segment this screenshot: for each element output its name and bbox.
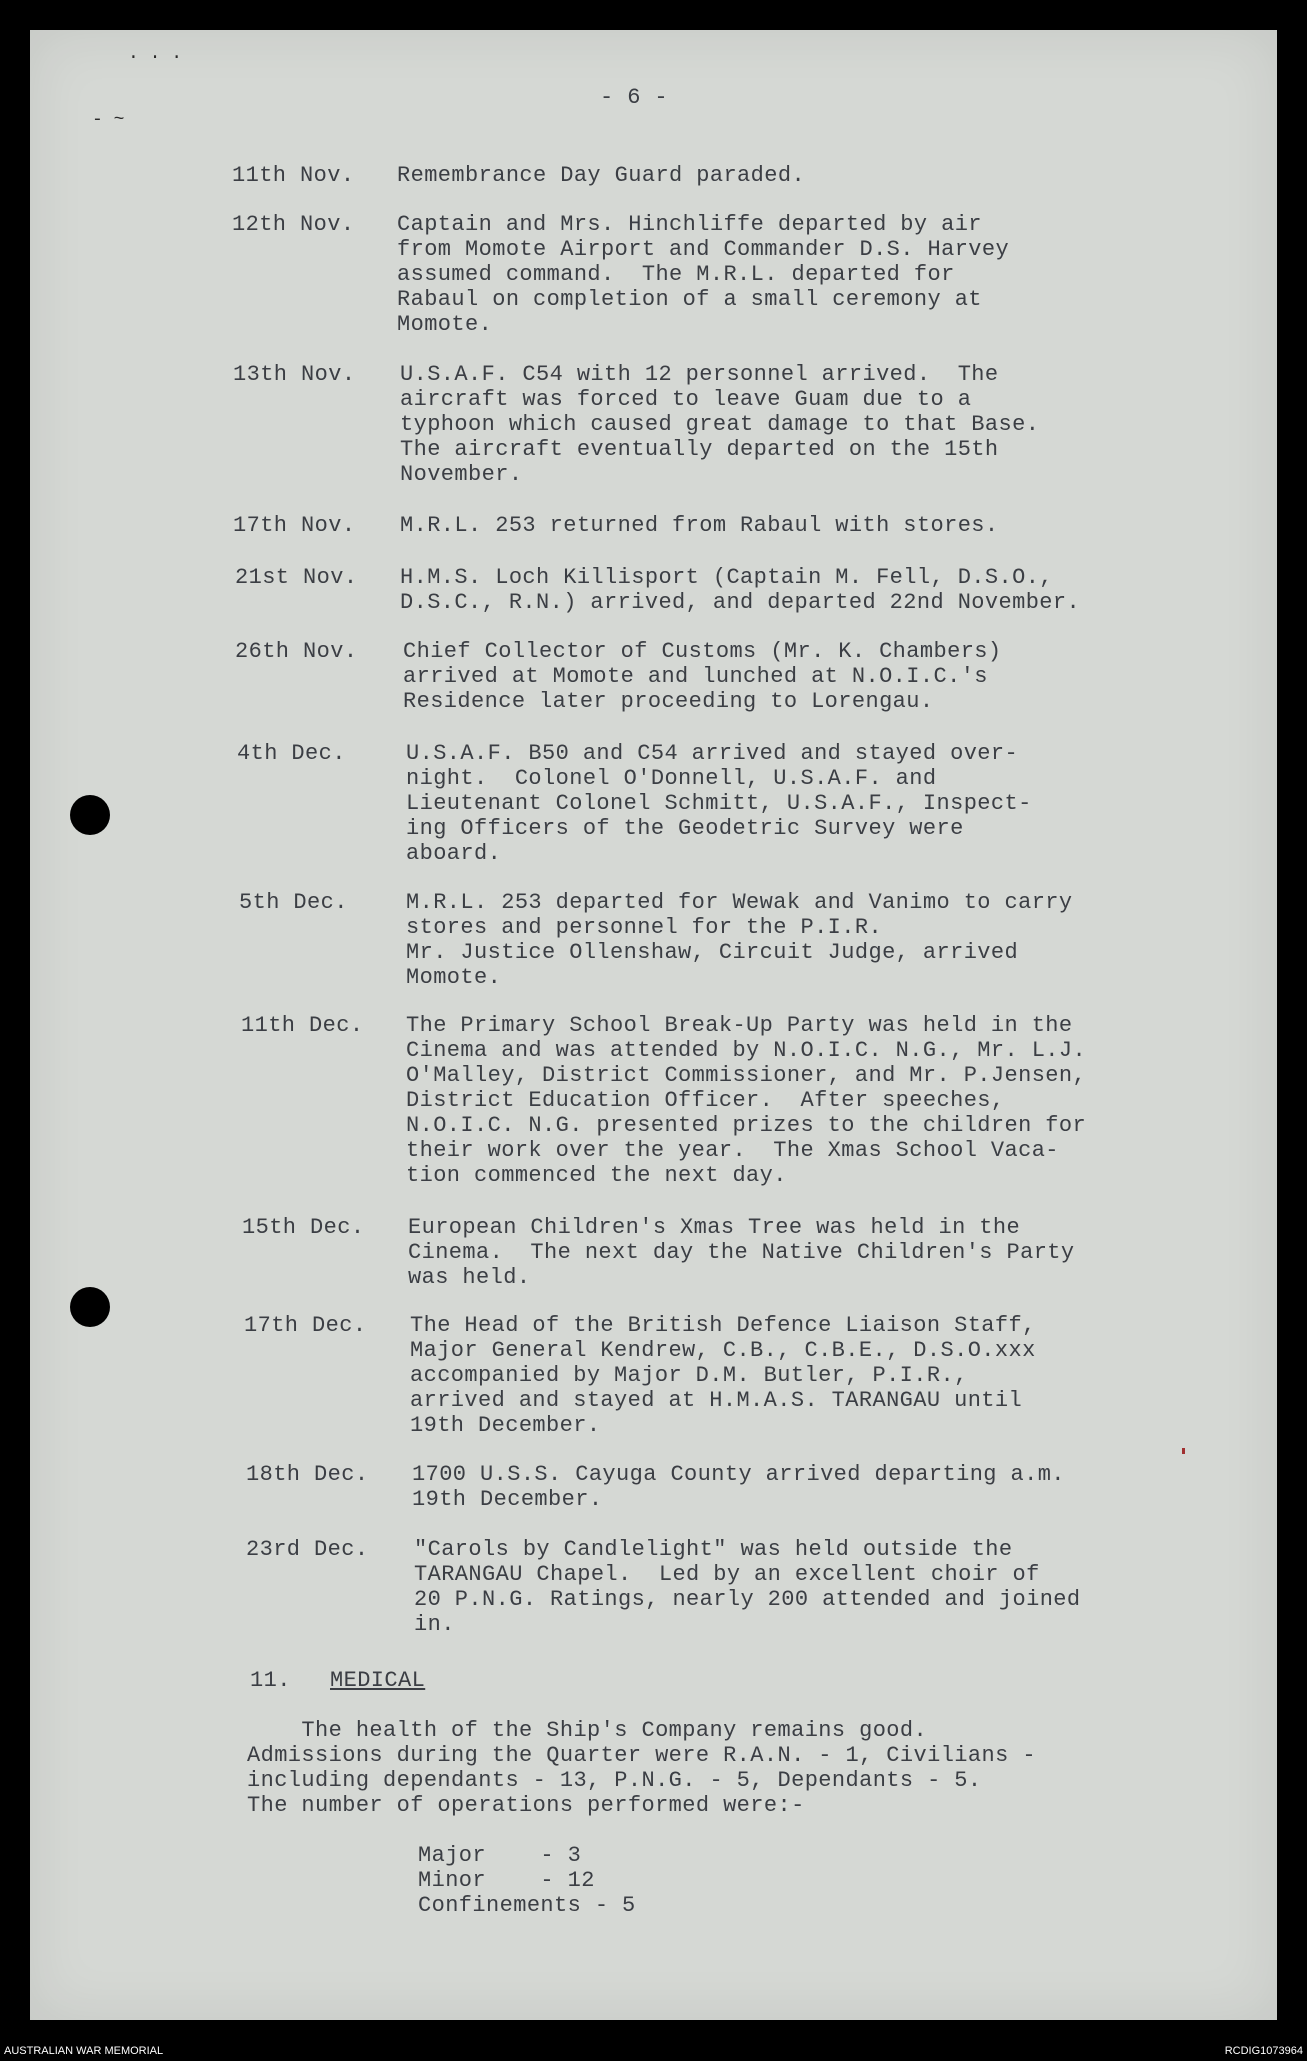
entry-line: U.S.A.F. B50 and C54 arrived and stayed over-: [406, 741, 1019, 766]
entry-line: from Momote Airport and Commander D.S. Harvey: [397, 237, 1010, 262]
entry-text: [397, 163, 805, 188]
entry-date: 15th Dec.: [242, 1215, 365, 1240]
entry-date: 23rd Dec.: [246, 1537, 369, 1562]
entry-text: [406, 741, 1032, 866]
entry-line: stores and personnel for the P.I.R.: [406, 915, 883, 940]
entry-text: [400, 362, 1039, 487]
entry-line: O'Malley, District Commissioner, and Mr. P.Jensen,: [406, 1063, 1087, 1088]
entry-text: [400, 565, 1080, 615]
punch-hole: [70, 1287, 110, 1327]
paper-blemish: - ~: [92, 110, 125, 130]
entry-date: 4th Dec.: [237, 741, 346, 766]
entry-line: 20 P.N.G. Ratings, nearly 200 attended and joined: [414, 1587, 1081, 1612]
entry-text: [408, 1215, 1075, 1290]
entry-line: D.S.C., R.N.) arrived, and departed 22nd November.: [400, 590, 1081, 615]
entry-line: was held.: [408, 1265, 531, 1290]
entry-line: 19th December.: [410, 1413, 601, 1438]
entry-date: 21st Nov.: [235, 565, 358, 590]
entry-line: Residence later proceeding to Lorengau.: [403, 689, 934, 714]
paragraph-line: including dependants - 13, P.N.G. - 5, Dependants - 5.: [247, 1768, 982, 1793]
entry-date: 18th Dec.: [246, 1462, 369, 1487]
entry-text: [403, 639, 1002, 714]
entry-date: 5th Dec.: [239, 890, 348, 915]
entry-text: [412, 1462, 1065, 1512]
entry-line: accompanied by Major D.M. Butler, P.I.R.,: [410, 1363, 968, 1388]
entry-line: Mr. Justice Ollenshaw, Circuit Judge, arrived: [406, 940, 1019, 965]
entry-date: 11th Dec.: [241, 1013, 364, 1038]
entry-line: N.O.I.C. N.G. presented prizes to the children for: [406, 1113, 1087, 1138]
entry-line: Major General Kendrew, C.B., C.B.E., D.S.O.xxx: [410, 1338, 1036, 1363]
footer-source: AUSTRALIAN WAR MEMORIAL: [4, 2045, 164, 2057]
entry-line: Momote.: [406, 965, 502, 990]
entry-text: [406, 1013, 1086, 1188]
operation-item: Major - 3: [418, 1843, 582, 1868]
entry-line: District Education Officer. After speeches,: [406, 1088, 1005, 1113]
entry-date: 12th Nov.: [232, 212, 355, 237]
entry-line: Lieutenant Colonel Schmitt, U.S.A.F., Inspect-: [406, 791, 1032, 816]
paper-blemish: · · ·: [128, 48, 183, 68]
entry-line: night. Colonel O'Donnell, U.S.A.F. and: [406, 766, 937, 791]
entry-line: aircraft was forced to leave Guam due to a: [400, 387, 972, 412]
entry-line: The Primary School Break-Up Party was held in the: [406, 1013, 1073, 1038]
entry-line: arrived and stayed at H.M.A.S. TARANGAU until: [410, 1388, 1023, 1413]
operation-item: Confinements - 5: [418, 1893, 636, 1918]
entry-line: arrived at Momote and lunched at N.O.I.C.'s: [403, 664, 988, 689]
entry-line: in.: [414, 1612, 455, 1637]
operations-list: [418, 1843, 636, 1918]
entry-line: Captain and Mrs. Hinchliffe departed by air: [397, 212, 982, 237]
entry-text: [406, 890, 1073, 990]
entry-line: M.R.L. 253 returned from Rabaul with stores.: [400, 513, 999, 538]
entry-date: 26th Nov.: [235, 639, 358, 664]
entry-date: 17th Nov.: [233, 513, 356, 538]
entry-text: [397, 212, 1009, 337]
footer-reference: RCDIG1073964: [1224, 2045, 1303, 2057]
entry-line: 19th December.: [412, 1487, 603, 1512]
entry-line: Remembrance Day Guard paraded.: [397, 163, 806, 188]
entry-line: "Carols by Candlelight" was held outside the: [414, 1537, 1013, 1562]
entry-date: 17th Dec.: [244, 1313, 367, 1338]
paragraph-line: The health of the Ship's Company remains good.: [247, 1718, 928, 1743]
operation-item: Minor - 12: [418, 1868, 595, 1893]
entry-text: [414, 1537, 1081, 1637]
entry-line: U.S.A.F. C54 with 12 personnel arrived. The: [400, 362, 999, 387]
entry-line: Cinema and was attended by N.O.I.C. N.G., Mr. L.J.: [406, 1038, 1087, 1063]
entry-line: assumed command. The M.R.L. departed for: [397, 262, 955, 287]
entry-line: Chief Collector of Customs (Mr. K. Chambers): [403, 639, 1002, 664]
entry-line: their work over the year. The Xmas School Vaca-: [406, 1138, 1059, 1163]
entry-line: tion commenced the next day.: [406, 1163, 787, 1188]
entry-line: Momote.: [397, 312, 493, 337]
entry-date: 13th Nov.: [233, 362, 356, 387]
entry-line: Cinema. The next day the Native Children's Party: [408, 1240, 1075, 1265]
section-number: 11.: [250, 1668, 291, 1693]
medical-paragraph: [247, 1718, 1036, 1818]
ink-speck: [1182, 1448, 1185, 1454]
punch-hole: [70, 795, 110, 835]
entry-line: M.R.L. 253 departed for Wewak and Vanimo to carry: [406, 890, 1073, 915]
entry-text: [400, 513, 999, 538]
section-heading: [250, 1668, 425, 1693]
entry-line: 1700 U.S.S. Cayuga County arrived departing a.m.: [412, 1462, 1065, 1487]
entry-line: The aircraft eventually departed on the 15th: [400, 437, 999, 462]
entry-line: H.M.S. Loch Killisport (Captain M. Fell, D.S.O.,: [400, 565, 1053, 590]
entry-line: The Head of the British Defence Liaison Staff,: [410, 1313, 1036, 1338]
entry-line: European Children's Xmas Tree was held in the: [408, 1215, 1021, 1240]
section-title: MEDICAL: [330, 1668, 426, 1693]
entry-line: ing Officers of the Geodetric Survey were: [406, 816, 964, 841]
entry-line: aboard.: [406, 841, 502, 866]
entry-line: typhoon which caused great damage to that Base.: [400, 412, 1040, 437]
entry-line: Rabaul on completion of a small ceremony at: [397, 287, 982, 312]
entry-line: TARANGAU Chapel. Led by an excellent choir of: [414, 1562, 1040, 1587]
entry-text: [410, 1313, 1036, 1438]
entry-date: 11th Nov.: [232, 163, 355, 188]
paragraph-line: Admissions during the Quarter were R.A.N. - 1, Civilians -: [247, 1743, 1036, 1768]
entry-line: November.: [400, 462, 523, 487]
paragraph-line: The number of operations performed were:-: [247, 1793, 805, 1818]
page-number: - 6 -: [600, 85, 669, 110]
